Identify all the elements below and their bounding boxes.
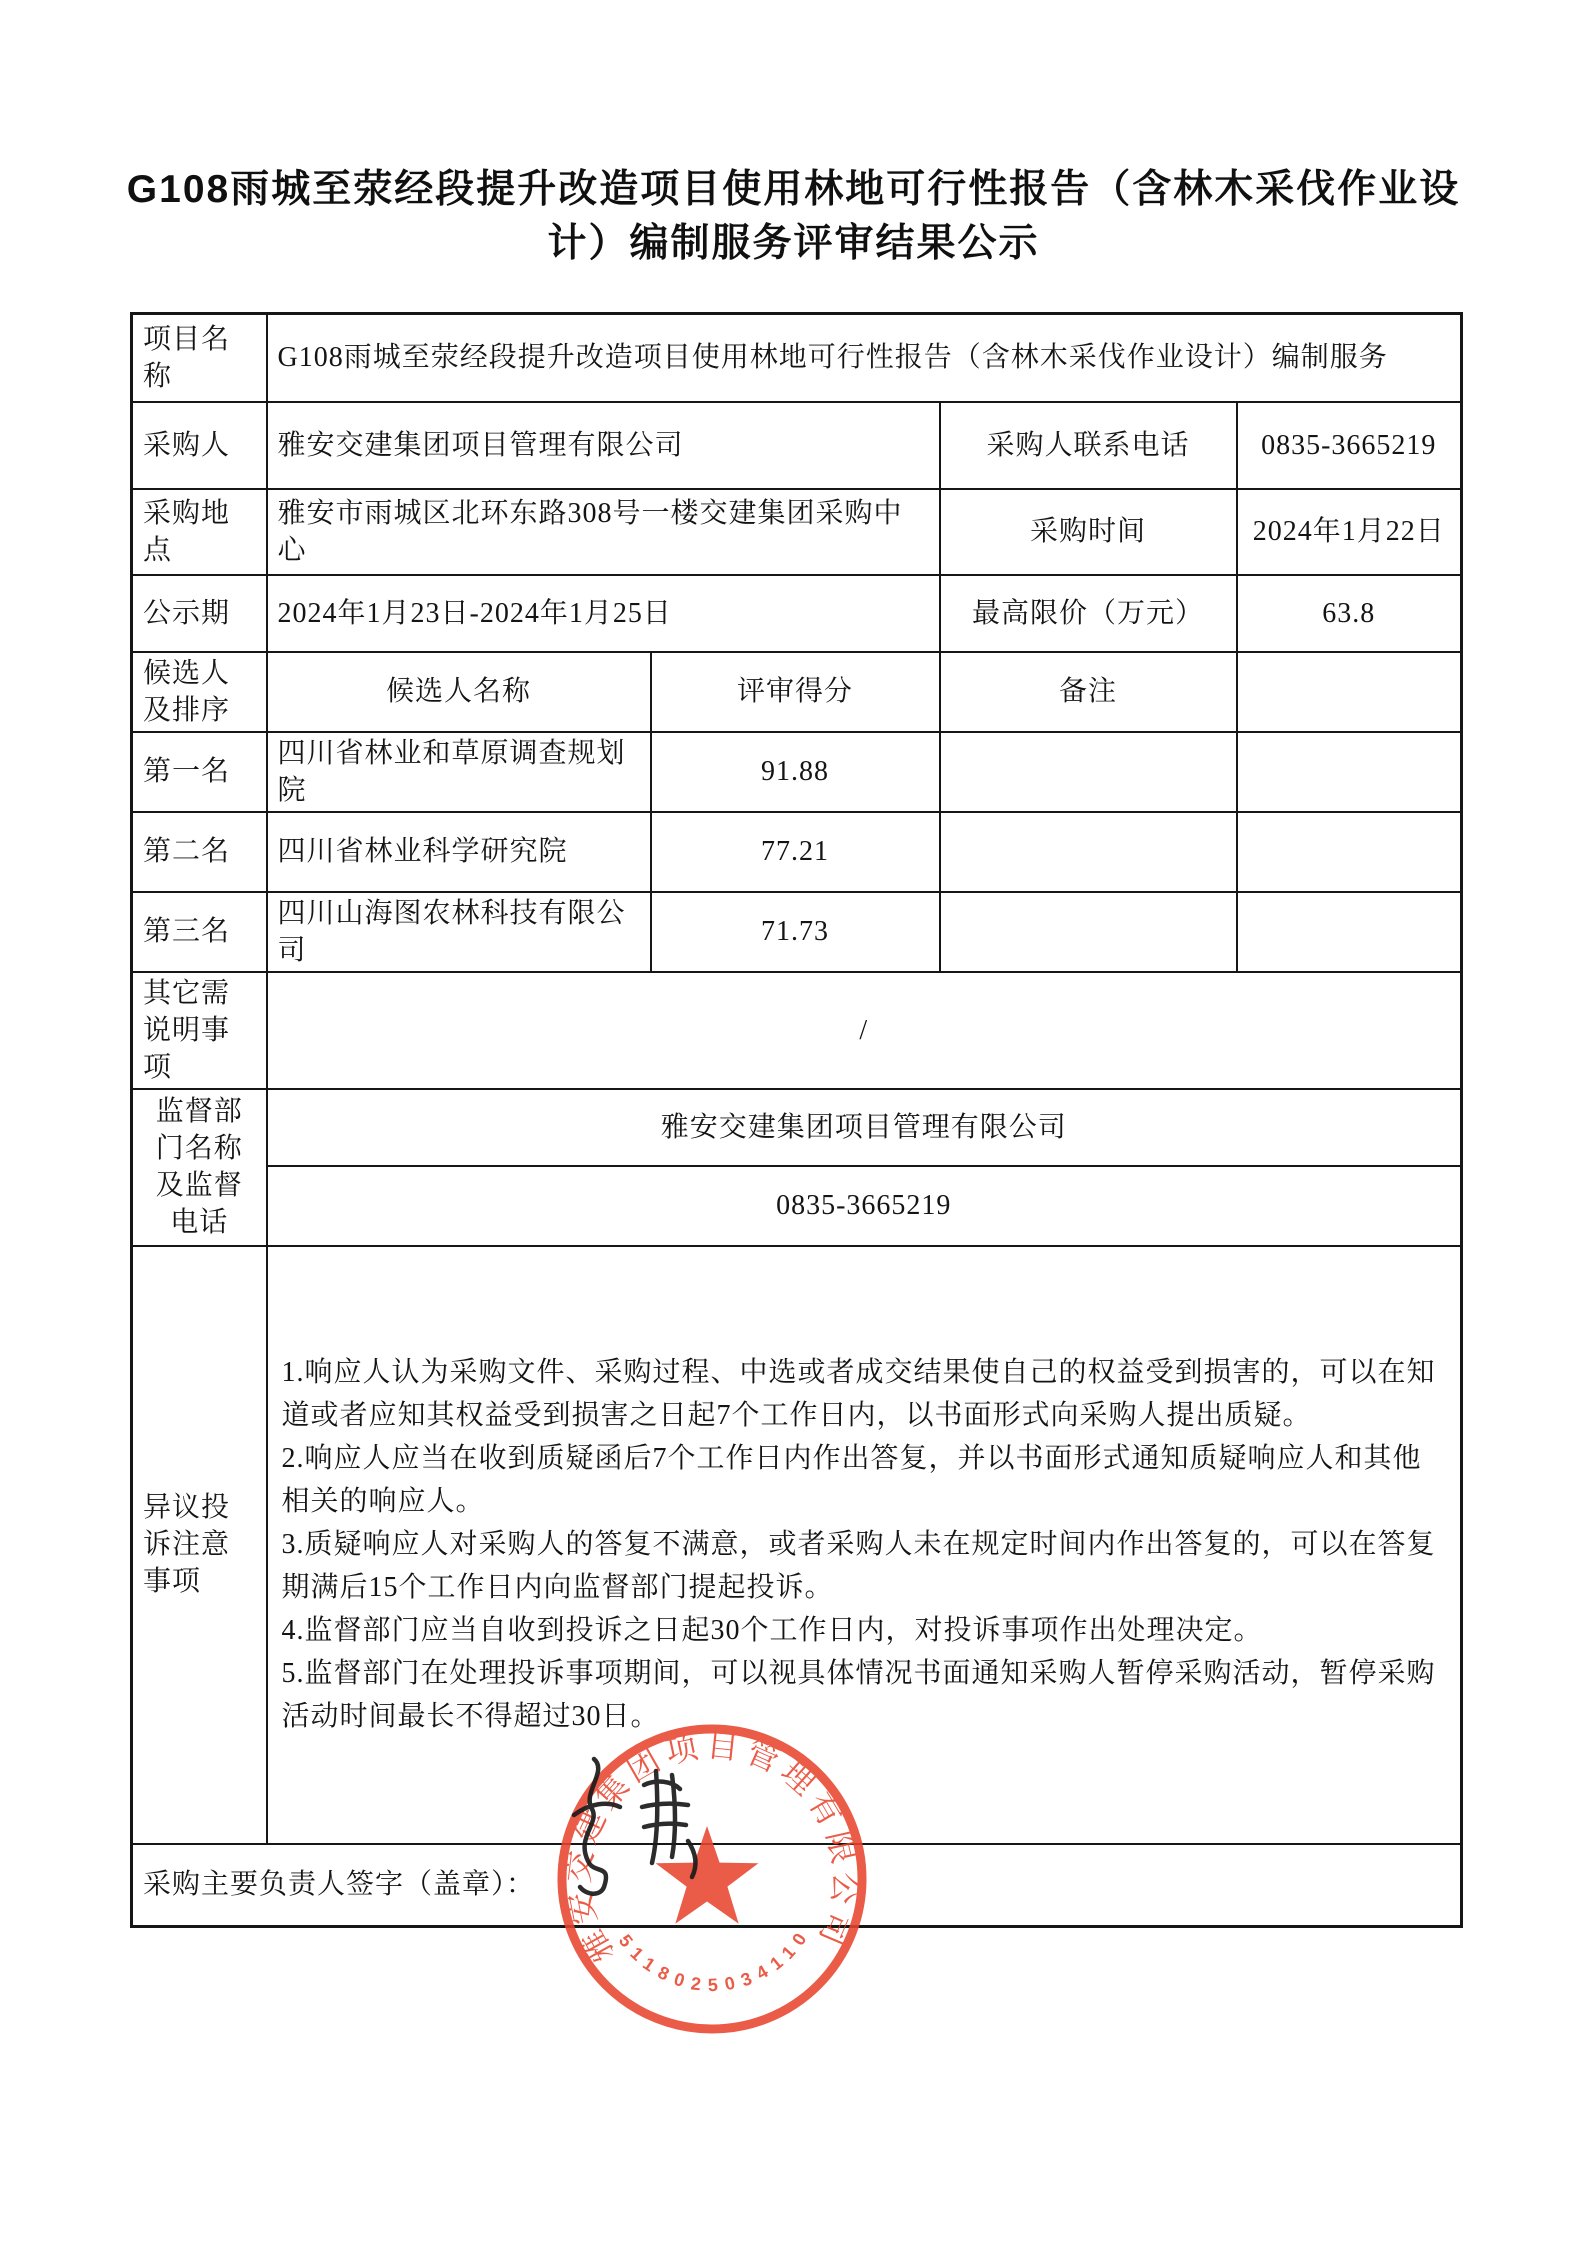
candidate-extra-header	[1237, 652, 1462, 732]
candidate-2-score: 77.21	[651, 812, 940, 892]
candidate-3-extra	[1237, 892, 1462, 972]
max-price-value: 63.8	[1237, 575, 1462, 652]
candidate-1-score: 91.88	[651, 732, 940, 812]
note-item-3: 3.质疑响应人对采购人的答复不满意，或者采购人未在规定时间内作出答复的，可以在答复期满后15个工作日内向监督部门提起投诉。	[281, 1529, 1436, 1603]
purchase-time-label: 采购时间	[940, 489, 1237, 575]
max-price-label: 最高限价（万元）	[940, 575, 1237, 652]
notes-label: 异议投诉注意事项	[132, 1246, 267, 1844]
supervision-name: 雅安交建集团项目管理有限公司	[267, 1089, 1462, 1166]
supervision-phone: 0835-3665219	[267, 1166, 1462, 1246]
candidate-3-remark	[940, 892, 1237, 972]
candidate-2-remark	[940, 812, 1237, 892]
purchase-time-value: 2024年1月22日	[1237, 489, 1462, 575]
candidate-1-extra	[1237, 732, 1462, 812]
row-supervision-phone	[132, 1166, 1462, 1246]
row-other	[132, 972, 1462, 1089]
announcement-table	[130, 312, 1463, 1928]
note-item-4: 4.监督部门应当自收到投诉之日起30个工作日内，对投诉事项作出处理决定。	[281, 1615, 1263, 1646]
note-item-2: 2.响应人应当在收到质疑函后7个工作日内作出答复，并以书面形式通知质疑响应人和其他相关的响应人。	[281, 1443, 1422, 1517]
other-label: 其它需说明事项	[132, 972, 267, 1089]
row-publicity	[132, 575, 1462, 652]
supervision-label: 监督部门名称及监督电话	[132, 1089, 267, 1246]
note-item-5: 5.监督部门在处理投诉事项期间，可以视具体情况书面通知采购人暂停采购活动，暂停采购活动时间最长不得超过30日。	[281, 1658, 1436, 1732]
other-value: /	[267, 972, 1462, 1089]
candidate-name-header: 候选人名称	[267, 652, 651, 732]
seal-company-text: 雅安交建集团项目管理有限公司	[559, 1726, 865, 1970]
candidate-1-name: 四川省林业和草原调查规划院	[267, 732, 651, 812]
candidate-2-rank: 第二名	[132, 812, 267, 892]
project-label: 项目名称	[132, 314, 267, 402]
document-title	[0, 163, 1587, 271]
note-item-1: 1.响应人认为采购文件、采购过程、中选或者成交结果使自己的权益受到损害的，可以在知道或者应知其权益受到损害之日起7个工作日内，以书面形式向采购人提出质疑。	[281, 1357, 1436, 1431]
row-candidates-header	[132, 652, 1462, 732]
purchaser-value: 雅安交建集团项目管理有限公司	[267, 402, 940, 489]
purchaser-phone-value: 0835-3665219	[1237, 402, 1462, 489]
location-value: 雅安市雨城区北环东路308号一楼交建集团采购中心	[267, 489, 940, 575]
publicity-value: 2024年1月23日-2024年1月25日	[267, 575, 940, 652]
location-label: 采购地点	[132, 489, 267, 575]
row-location	[132, 489, 1462, 575]
row-project	[132, 314, 1462, 402]
candidate-2-extra	[1237, 812, 1462, 892]
candidate-3-score: 71.73	[651, 892, 940, 972]
seal-number-text: 5118025034110	[614, 1922, 815, 1996]
candidate-score-header: 评审得分	[651, 652, 940, 732]
candidate-1-remark	[940, 732, 1237, 812]
candidate-remark-header: 备注	[940, 652, 1237, 732]
candidates-header-label: 候选人及排序	[132, 652, 267, 732]
row-purchaser	[132, 402, 1462, 489]
handwritten-signature	[556, 1745, 776, 1915]
signature-graphic	[556, 1745, 776, 1915]
candidate-row-1	[132, 732, 1462, 812]
title-line-2: 计）编制服务评审结果公示	[547, 222, 1040, 265]
candidate-3-name: 四川山海图农林科技有限公司	[267, 892, 651, 972]
candidate-1-rank: 第一名	[132, 732, 267, 812]
candidate-3-rank: 第三名	[132, 892, 267, 972]
signature-label: 采购主要负责人签字（盖章）：	[143, 1869, 536, 1901]
title-line-1: G108雨城至荥经段提升改造项目使用林地可行性报告（含林木采伐作业设	[126, 168, 1461, 211]
project-value: G108雨城至荥经段提升改造项目使用林地可行性报告（含林木采伐作业设计）编制服务	[267, 314, 1462, 402]
purchaser-phone-label: 采购人联系电话	[940, 402, 1237, 489]
candidate-row-2	[132, 812, 1462, 892]
row-supervision-name	[132, 1089, 1462, 1166]
candidate-row-3	[132, 892, 1462, 972]
purchaser-label: 采购人	[132, 402, 267, 489]
candidate-2-name: 四川省林业科学研究院	[267, 812, 651, 892]
publicity-label: 公示期	[132, 575, 267, 652]
